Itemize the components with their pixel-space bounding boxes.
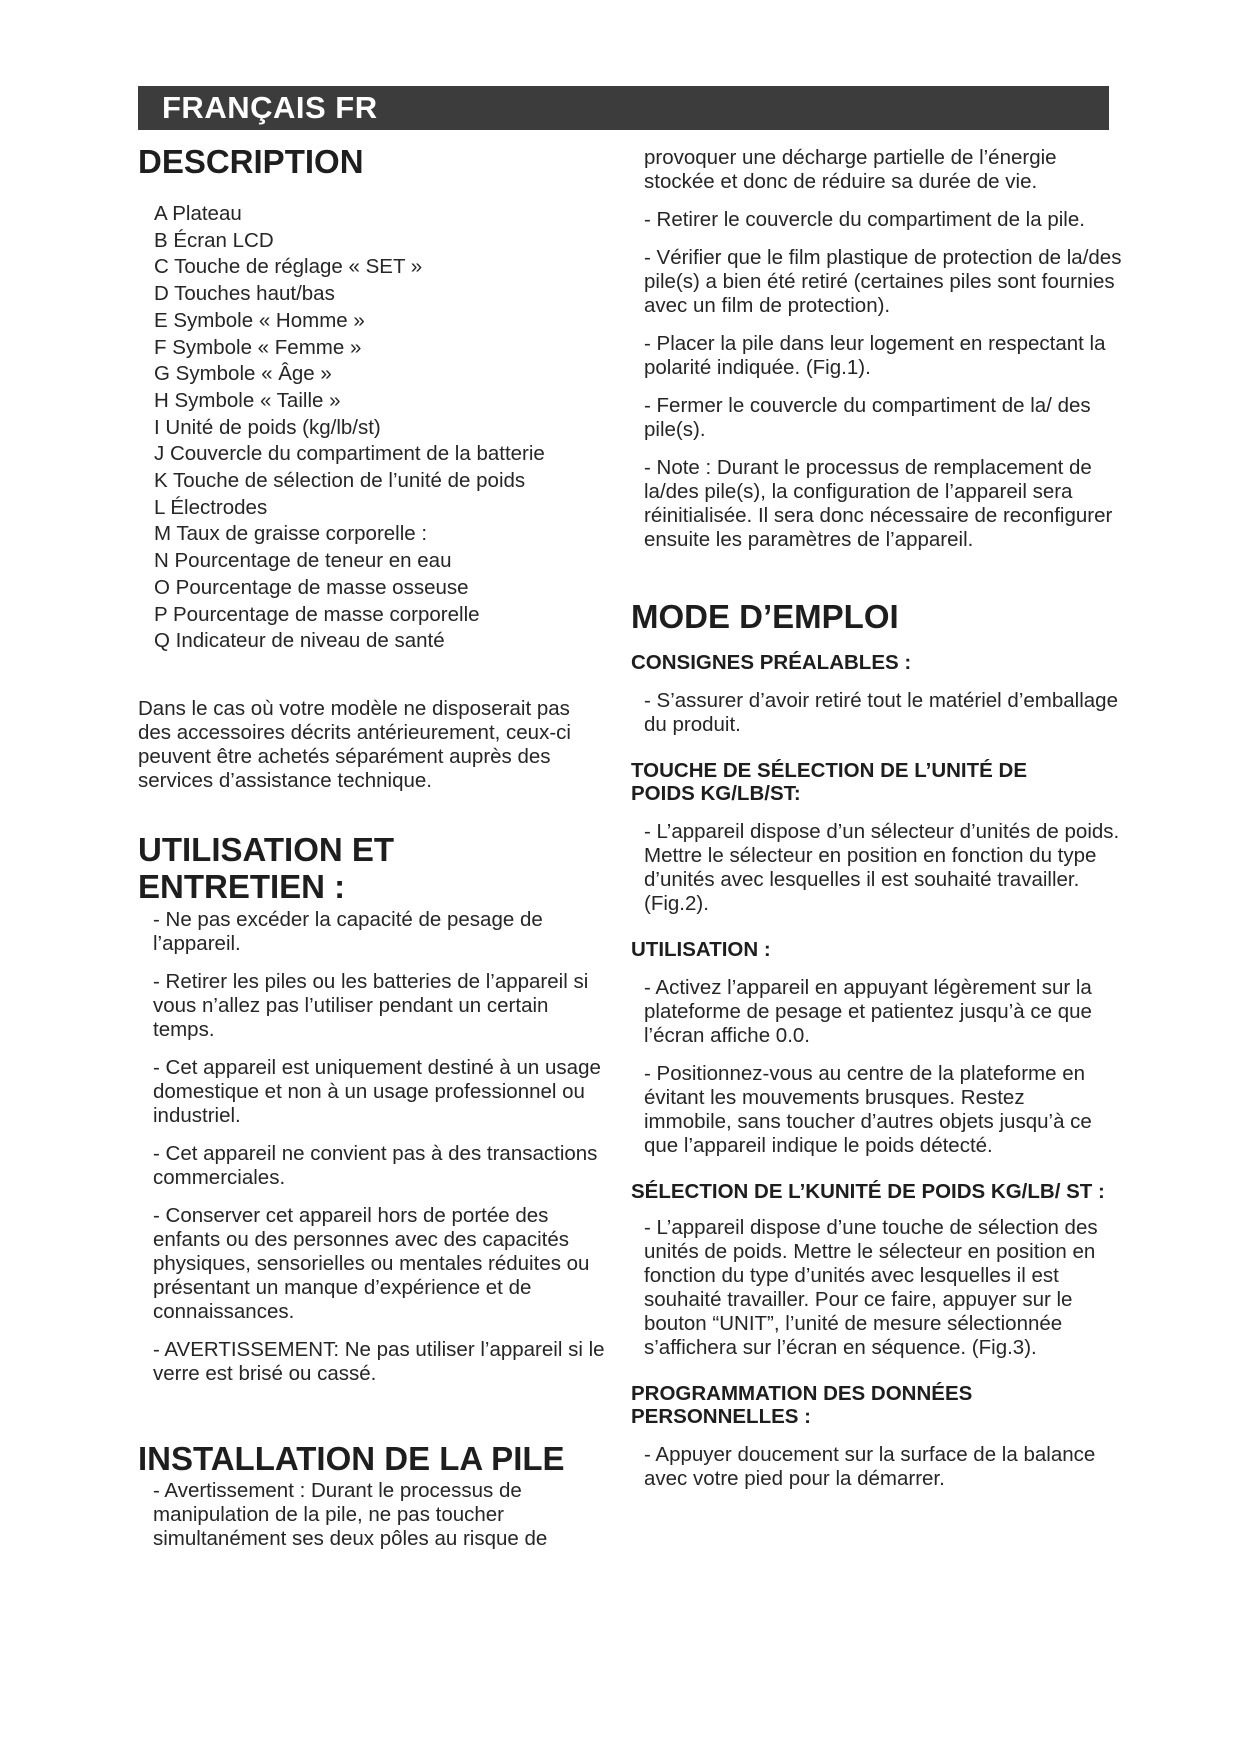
utilisation-heading-line2: ENTRETIEN : (138, 867, 346, 905)
list-item: C Touche de réglage « SET » (154, 255, 423, 279)
selection-item: - L’appareil dispose d’une touche de sélection des unités de poids. Mettre le sélecteur en position en fonction du type d’unités avec lesquelles il est souhaité travailler. Pour ce faire, appuyer sur le bouton “UNIT”, l’unité de mesure sélectionnée s’affichera sur l’écran en séquence. (Fig.3). (644, 1216, 1098, 1359)
installation-item: - Fermer le couvercle du compartiment de la/ des pile(s). (644, 394, 1091, 441)
list-item: G Symbole « Âge » (154, 362, 332, 386)
consignes-item: - S’assurer d’avoir retiré tout le matériel d’emballage du produit. (644, 689, 1118, 736)
utilisation-item: - Retirer les piles ou les batteries de l’appareil si vous n’allez pas l’utiliser pendant un certain temps. (153, 969, 589, 1041)
installation-item: - Retirer le couvercle du compartiment de la pile. (644, 208, 1085, 231)
installation-item: - Placer la pile dans leur logement en respectant la polarité indiquée. (Fig.1). (644, 332, 1106, 379)
list-item: A Plateau (154, 202, 242, 225)
list-item: P Pourcentage de masse corporelle (154, 602, 480, 626)
installation-continuation: provoquer une décharge partielle de l’énergie stockée et donc de réduire sa durée de vie. (644, 146, 1057, 193)
language-header-bar (138, 86, 1109, 130)
installation-item: - Note : Durant le processus de remplacement de la/des pile(s), la configuration de l’appareil sera réinitialisée. Il sera donc nécessaire de reconfigurer ensuite les paramètres de l’appareil. (644, 456, 1113, 551)
left-column (138, 143, 608, 1551)
list-item: M Taux de graisse corporelle : (154, 522, 428, 546)
list-item: F Symbole « Femme » (154, 335, 362, 359)
installation-heading: INSTALLATION DE LA PILE (138, 1439, 565, 1477)
list-item: O Pourcentage de masse osseuse (154, 575, 469, 599)
description-list (154, 201, 608, 655)
utilisation-item: - Cet appareil ne convient pas à des transactions commerciales. (153, 1141, 598, 1189)
list-item: I Unité de poids (kg/lb/st) (154, 415, 381, 439)
mode-emploi-heading: MODE D’EMPLOI (631, 598, 899, 635)
list-item: D Touches haut/bas (154, 282, 335, 306)
list-item: K Touche de sélection de l’unité de poids (154, 469, 526, 493)
utilisation-heading-line1: UTILISATION ET (138, 830, 395, 868)
utilisation-step: - Positionnez-vous au centre de la plateforme en évitant les mouvements brusques. Restez immobile, sans toucher d’autres objets jusqu’à ce que l’appareil indique le poids détecté. (644, 1062, 1092, 1157)
installation-item: - Vérifier que le film plastique de protection de la/des pile(s) a bien été retiré (certaines piles sont fournies avec un film de protection). (644, 246, 1122, 317)
touche-heading: TOUCHE DE SÉLECTION DE L’UNITÉ DE POIDS KG/LB/ST: (631, 759, 1027, 805)
list-item: E Symbole « Homme » (154, 308, 365, 332)
language-title: FRANÇAIS FR (162, 90, 378, 125)
selection-heading: SÉLECTION DE L’KUNITÉ DE POIDS KG/LB/ ST : (631, 1180, 1105, 1203)
utilisation-item: - AVERTISSEMENT: Ne pas utiliser l’appareil si le verre est brisé ou cassé. (153, 1337, 605, 1385)
right-column (631, 146, 1131, 1491)
accessories-note: Dans le cas où votre modèle ne disposerait pas des accessoires décrits antérieurement, ceux-ci peuvent être achetés séparément auprès des services d’assistance technique. (138, 696, 571, 792)
utilisation-sub-heading: UTILISATION : (631, 938, 771, 961)
utilisation-item: - Conserver cet appareil hors de portée des enfants ou des personnes avec des capacités physiques, sensorielles ou mentales réduites ou présentant un manque d’expérience et de connaissances. (153, 1203, 590, 1323)
description-heading: DESCRIPTION (138, 143, 364, 180)
list-item: J Couvercle du compartiment de la batterie (154, 442, 545, 466)
list-item: L Électrodes (154, 495, 268, 519)
utilisation-item: - Ne pas excéder la capacité de pesage de l’appareil. (153, 907, 543, 955)
utilisation-item: - Cet appareil est uniquement destiné à un usage domestique et non à un usage professionnel ou industriel. (153, 1055, 601, 1127)
list-item: H Symbole « Taille » (154, 388, 341, 412)
programmation-item: - Appuyer doucement sur la surface de la balance avec votre pied pour la démarrer. (644, 1443, 1096, 1490)
list-item: B Écran LCD (154, 228, 274, 252)
consignes-heading: CONSIGNES PRÉALABLES : (631, 651, 912, 674)
utilisation-step: - Activez l’appareil en appuyant légèrement sur la plateforme de pesage et patientez jusqu’à ce que l’écran affiche 0.0. (644, 976, 1092, 1047)
installation-item: - Avertissement : Durant le processus de manipulation de la pile, ne pas toucher simultanément ses deux pôles au risque de (153, 1478, 548, 1550)
list-item: Q Indicateur de niveau de santé (154, 629, 445, 653)
programmation-heading: PROGRAMMATION DES DONNÉES PERSONNELLES : (631, 1382, 973, 1428)
list-item: N Pourcentage de teneur en eau (154, 549, 452, 573)
touche-item: - L’appareil dispose d’un sélecteur d’unités de poids. Mettre le sélecteur en position en fonction du type d’unités avec lesquelles il est souhaité travailler. (Fig.2). (644, 820, 1120, 915)
